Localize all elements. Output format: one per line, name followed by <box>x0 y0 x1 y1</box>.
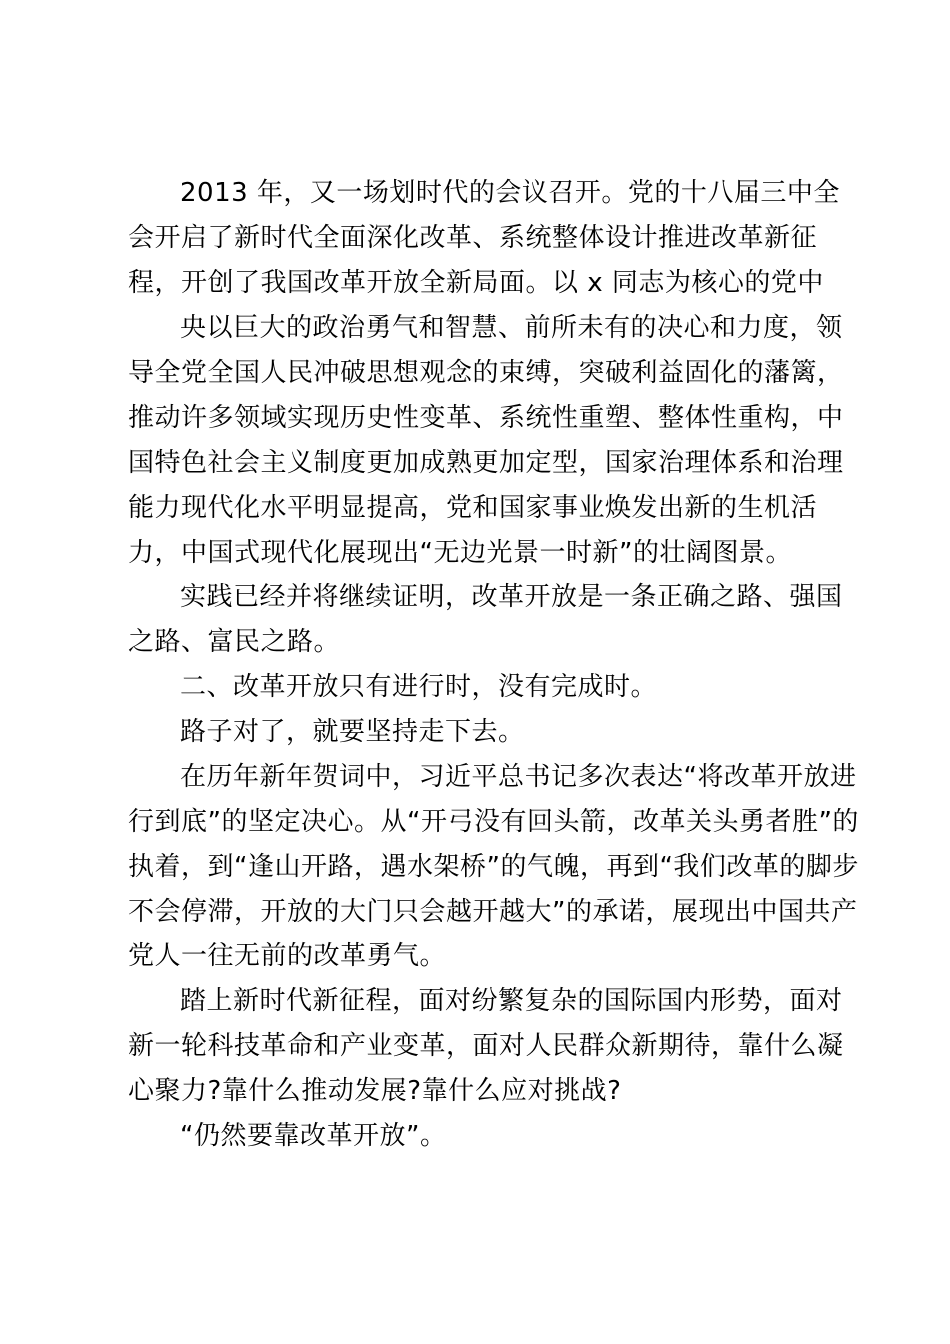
text-line-11: 之路、富民之路。 <box>128 627 341 657</box>
text-line-5: 导全党全国人民冲破思想观念的束缚，突破利益固化的藩篱， <box>128 358 844 388</box>
text-line-1: 2013 年，又一场划时代的会议召开。党的十八届三中全 <box>180 178 840 208</box>
text-line-17: 不会停滞，开放的大门只会越开越大”的承诺，展现出中国共产 <box>128 897 858 927</box>
text-line-7: 国特色社会主义制度更加成熟更加定型，国家治理体系和治理 <box>128 448 844 478</box>
text-line-13: 路子对了，就要坚持走下去。 <box>180 717 525 747</box>
text-line-22: “仍然要靠改革开放”。 <box>180 1121 447 1151</box>
text-line-4: 央以巨大的政治勇气和智慧、前所未有的决心和力度，领 <box>180 313 843 343</box>
text-line-10: 实践已经并将继续证明，改革开放是一条正确之路、强国 <box>180 582 843 612</box>
text-line-19: 踏上新时代新征程，面对纷繁复杂的国际国内形势，面对 <box>180 986 843 1016</box>
text-line-18: 党人一往无前的改革勇气。 <box>128 941 447 971</box>
text-line-20: 新一轮科技革命和产业变革，面对人民群众新期待，靠什么凝 <box>128 1031 844 1061</box>
text-line-15: 行到底”的坚定决心。从“开弓没有回头箭，改革关头勇者胜”的 <box>128 807 859 837</box>
text-line-21: 心聚力?靠什么推动发展?靠什么应对挑战? <box>128 1076 622 1106</box>
text-line-14: 在历年新年贺词中，习近平总书记多次表达“将改革开放进 <box>180 762 857 792</box>
text-line-6: 推动许多领域实现历史性变革、系统性重塑、整体性重构，中 <box>128 403 844 433</box>
text-line-9: 力，中国式现代化展现出“无边光景一时新”的壮阔图景。 <box>128 538 792 568</box>
text-line-3: 程，开创了我国改革开放全新局面。以 x 同志为核心的党中 <box>128 268 824 298</box>
text-line-16: 执着，到“逢山开路，遇水架桥”的气魄，再到“我们改革的脚步 <box>128 852 859 882</box>
section-heading: 二、改革开放只有进行时，没有完成时。 <box>180 672 658 702</box>
text-line-2: 会开启了新时代全面深化改革、系统整体设计推进改革新征 <box>128 223 818 253</box>
text-line-8: 能力现代化水平明显提高，党和国家事业焕发出新的生机活 <box>128 493 818 523</box>
